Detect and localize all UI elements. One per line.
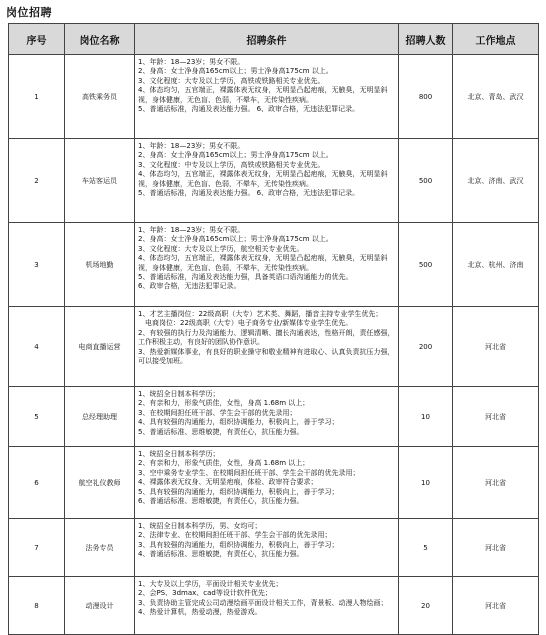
row-position: 机场地勤	[65, 223, 135, 307]
row-location: 河北省	[453, 307, 539, 387]
row-no: 8	[9, 577, 65, 635]
condition-line: 1、年龄：18—23岁；男女不限。	[138, 58, 245, 66]
col-header-location: 工作地点	[453, 24, 539, 55]
row-location: 北京、青岛、武汉	[453, 55, 539, 139]
row-count: 500	[399, 223, 453, 307]
row-conditions	[135, 519, 399, 577]
condition-line: 5、普通话标准、思维敏捷，有责任心，抗压能力强。	[138, 427, 304, 436]
table-row	[9, 55, 539, 139]
section-title: 岗位招聘	[6, 6, 52, 19]
condition-line: 4、体态均匀，五官端正，裸露体表无纹身，无明显凸起疤痕，无腋臭，无明显斜视，身体健康，无色盲、色弱，不晕车，无传染性疾病。	[138, 170, 388, 188]
condition-line: 3、空中乘务专业学生、在校期间担任班干部、学生会干部的优先录用；	[138, 468, 360, 477]
row-position: 车站客运员	[65, 139, 135, 223]
row-no: 6	[9, 447, 65, 519]
condition-line: 4、体态均匀，五官端正，裸露体表无纹身，无明显凸起疤痕，无腋臭，无明显斜视，身体健康，无色盲、色弱，不晕车，无传染性疾病。	[138, 86, 388, 104]
row-conditions	[135, 387, 399, 447]
condition-line: 2、法律专业、在校期间担任班干部、学生会干部的优先录用；	[138, 531, 332, 540]
row-location: 河北省	[453, 387, 539, 447]
row-conditions	[135, 139, 399, 223]
row-conditions	[135, 55, 399, 139]
condition-line: 4、普通话标准、思维敏捷，有责任心，抗压能力强。	[138, 550, 304, 559]
condition-line: 2、有较强的执行力及沟通能力、逻辑清晰、擅长沟通表达，性格开朗，责任感强，工作积极主动，有良好的团队协作意识。	[138, 328, 395, 347]
condition-line: 2、有亲和力，形象气质佳，女性，身高 1.68m 以上；	[138, 459, 310, 468]
condition-line: 2、身高：女士净身高165cm以上；男士净身高175cm 以上。	[138, 151, 333, 160]
row-no: 4	[9, 307, 65, 387]
row-location: 北京、杭州、济南	[453, 223, 539, 307]
row-count: 200	[399, 307, 453, 387]
condition-line: 1、大专及以上学历，平面设计相关专业优先；	[138, 580, 283, 588]
condition-line: 2、身高：女士净身高165cm以上；男士净身高175cm 以上。	[138, 67, 333, 76]
condition-line: 5、普通话标准，沟通及表达能力强，具备英语口语沟通能力的优先。	[138, 273, 353, 282]
condition-line: 电商岗位：22级高职（大专）电子商务专业/新媒体专业学生优先。	[138, 319, 353, 328]
row-position: 动漫设计	[65, 577, 135, 635]
table-row	[9, 387, 539, 447]
condition-line: 2、会PS、3dmax、cad等设计软件优先；	[138, 589, 272, 598]
condition-line: 4、具有较强的沟通能力，组织协调能力，积极向上，善于学习；	[138, 418, 339, 427]
condition-line: 3、负责协助主管完成公司动漫绘画平面设计相关工作，背景板、动漫人物绘画；	[138, 598, 388, 607]
row-count: 5	[399, 519, 453, 577]
job-table	[8, 23, 539, 635]
row-count: 10	[399, 447, 453, 519]
condition-line: 2、有亲和力，形象气质佳，女性，身高 1.68m 以上；	[138, 399, 310, 408]
row-count: 800	[399, 55, 453, 139]
row-no: 1	[9, 55, 65, 139]
table-row	[9, 139, 539, 223]
condition-line: 1、才艺主播岗位：22级高职（大专）艺术类、舞蹈，播音主持专业学生优先；	[138, 310, 383, 318]
condition-line: 5、具有较强的沟通能力，组织协调能力，积极向上，善于学习；	[138, 487, 339, 496]
condition-line: 1、统招全日制本科学历；	[138, 390, 220, 398]
col-header-position: 岗位名称	[65, 24, 135, 55]
table-header-row	[9, 24, 539, 55]
row-no: 2	[9, 139, 65, 223]
condition-line: 3、文化程度：中专及以上学历，高铁或铁路相关专业优先。	[138, 160, 325, 169]
condition-line: 4、裸露体表无纹身、无明显疤痕，体检、政审符合要求；	[138, 478, 318, 487]
row-position: 总经理助理	[65, 387, 135, 447]
condition-line: 3、文化程度：大专及以上学历，高铁或铁路相关专业优先。	[138, 76, 325, 85]
condition-line: 5、普通话标准，沟通及表达能力强。 6、政审合格，无违法犯罪记录。	[138, 105, 360, 114]
row-no: 3	[9, 223, 65, 307]
condition-line: 1、统招全日制本科学历；	[138, 450, 220, 458]
row-position: 航空礼仪教师	[65, 447, 135, 519]
col-header-conditions: 招聘条件	[135, 24, 399, 55]
col-header-count: 招聘人数	[399, 24, 453, 55]
condition-line: 2、身高：女士净身高165cm以上；男士净身高175cm 以上。	[138, 235, 333, 244]
condition-line: 1、统招全日制本科学历，男、女均可；	[138, 522, 262, 530]
table-row	[9, 307, 539, 387]
condition-line: 3、在校期间担任班干部、学生会干部的优先录用；	[138, 408, 297, 417]
row-conditions	[135, 223, 399, 307]
row-conditions	[135, 447, 399, 519]
condition-line: 3、具有较强的沟通能力，组织协调能力，积极向上，善于学习；	[138, 540, 339, 549]
condition-line: 4、热爱计算机，热爱动漫，热爱游戏。	[138, 608, 262, 617]
col-header-no: 序号	[9, 24, 65, 55]
row-position: 电商直播运营	[65, 307, 135, 387]
row-location: 北京、济南、武汉	[453, 139, 539, 223]
row-location: 河北省	[453, 447, 539, 519]
table-row	[9, 223, 539, 307]
row-no: 5	[9, 387, 65, 447]
condition-line: 5、普通话标准，沟通及表达能力强。 6、政审合格，无违法犯罪记录。	[138, 189, 360, 198]
row-position: 高铁乘务员	[65, 55, 135, 139]
condition-line: 3、文化程度：大专及以上学历，航空相关专业优先。	[138, 244, 304, 253]
condition-line: 1、年龄：18—23岁；男女不限。	[138, 142, 245, 150]
row-no: 7	[9, 519, 65, 577]
condition-line: 6、普通话标准、思维敏捷，有责任心，抗压能力强。	[138, 497, 304, 506]
row-position: 法务专员	[65, 519, 135, 577]
table-row	[9, 519, 539, 577]
row-count: 10	[399, 387, 453, 447]
table-row	[9, 447, 539, 519]
condition-line: 6、政审合格，无违法犯罪记录。	[138, 282, 241, 291]
row-count: 20	[399, 577, 453, 635]
row-conditions	[135, 307, 399, 387]
condition-line: 4、体态均匀，五官端正，裸露体表无纹身，无明显凸起疤痕，无腋臭，无明显斜视，身体健康，无色盲、色弱，不晕车，无传染性疾病。	[138, 254, 388, 272]
row-location: 河北省	[453, 577, 539, 635]
condition-line: 3、热爱新媒体事业，有良好的职业操守和敬业精神有进取心、认真负责抗压力强，可以接受加班。	[138, 347, 395, 366]
condition-line: 1、年龄：18—23岁；男女不限。	[138, 226, 245, 234]
row-count: 500	[399, 139, 453, 223]
row-location: 河北省	[453, 519, 539, 577]
